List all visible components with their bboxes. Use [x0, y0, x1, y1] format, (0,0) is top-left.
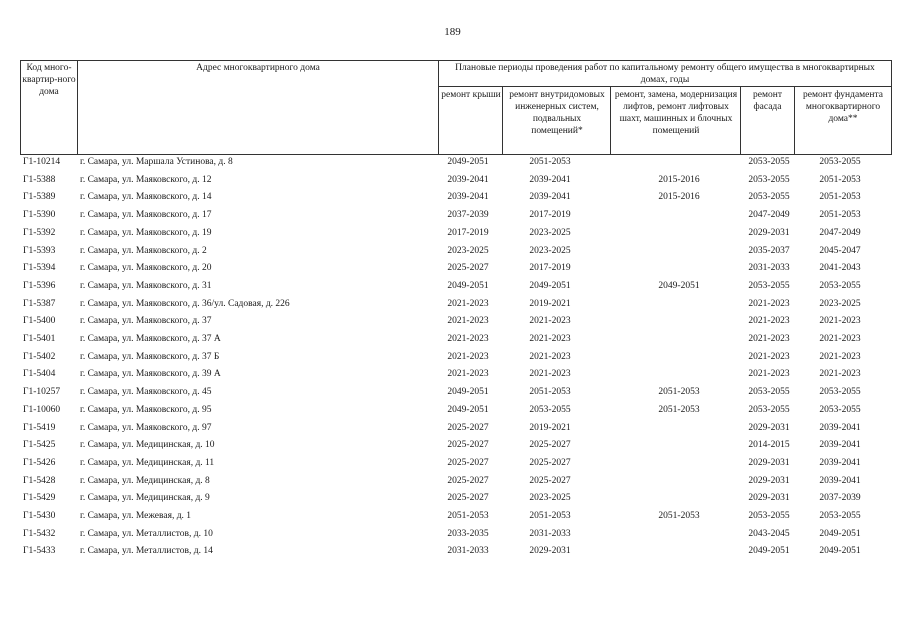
cell-roof: 2025-2027 — [447, 263, 489, 274]
cell-engineering: 2051-2053 — [529, 387, 571, 398]
header-lifts: ремонт, замена, модернизация лифтов, ремонт лифтовых шахт, машинных и блочных помещений — [614, 90, 738, 136]
cell-code: Г1-5432 — [23, 528, 56, 539]
header-code: Код много-квартир-ного дома — [22, 63, 76, 97]
cell-engineering: 2051-2053 — [529, 157, 571, 167]
cell-facade: 2049-2051 — [748, 546, 790, 557]
table-row — [20, 474, 892, 492]
table-row — [20, 297, 892, 315]
cell-code: Г1-10257 — [23, 387, 61, 398]
cell-roof: 2033-2035 — [447, 528, 489, 539]
cell-code: Г1-5393 — [23, 245, 56, 256]
cell-facade: 2035-2037 — [748, 245, 790, 256]
cell-engineering: 2023-2025 — [529, 227, 571, 238]
cell-engineering: 2025-2027 — [529, 457, 571, 468]
cell-foundation: 2053-2055 — [819, 387, 861, 398]
cell-facade: 2053-2055 — [748, 157, 790, 167]
cell-engineering: 2031-2033 — [529, 528, 571, 539]
cell-address: г. Самара, ул. Маяковского, д. 37 Б — [80, 351, 220, 362]
cell-foundation: 2039-2041 — [819, 440, 861, 451]
cell-engineering: 2039-2041 — [529, 192, 571, 203]
cell-foundation: 2053-2055 — [819, 157, 861, 167]
cell-code: Г1-5401 — [23, 334, 56, 344]
cell-foundation: 2039-2041 — [819, 475, 861, 486]
cell-facade: 2053-2055 — [748, 192, 790, 203]
cell-foundation: 2053-2055 — [819, 280, 861, 291]
table-row — [20, 385, 892, 403]
header-foundation: ремонт фундамента многоквартирного дома** — [803, 90, 883, 124]
cell-foundation: 2021-2023 — [819, 351, 861, 362]
cell-engineering: 2017-2019 — [529, 263, 571, 274]
cell-address: г. Самара, ул. Межевая, д. 1 — [80, 511, 192, 521]
cell-address: г. Самара, ул. Маршала Устинова, д. 8 — [80, 157, 233, 167]
table-row — [20, 314, 892, 332]
cell-code: Г1-5425 — [23, 440, 56, 451]
cell-engineering: 2025-2027 — [529, 440, 571, 451]
cell-lifts: 2015-2016 — [658, 192, 700, 203]
cell-facade: 2053-2055 — [748, 511, 790, 521]
table-row — [20, 350, 892, 368]
cell-address: г. Самара, ул. Маяковского, д. 37 А — [80, 334, 221, 344]
cell-facade: 2014-2015 — [748, 440, 790, 451]
cell-address: г. Самара, ул. Маяковского, д. 17 — [80, 210, 212, 221]
table-row — [20, 367, 892, 385]
cell-code: Г1-5429 — [23, 493, 56, 504]
cell-roof: 2023-2025 — [447, 245, 489, 256]
table-row — [20, 155, 892, 173]
table-row — [20, 438, 892, 456]
cell-facade: 2047-2049 — [748, 210, 790, 221]
cell-engineering: 2019-2021 — [529, 298, 571, 309]
cell-address: г. Самара, ул. Маяковского, д. 95 — [80, 404, 212, 415]
cell-code: Г1-5389 — [23, 192, 56, 203]
cell-address: г. Самара, ул. Маяковского, д. 20 — [80, 263, 212, 274]
cell-code: Г1-5428 — [23, 475, 56, 486]
cell-address: г. Самара, ул. Металлистов, д. 14 — [80, 546, 213, 557]
cell-roof: 2021-2023 — [447, 351, 489, 362]
cell-roof: 2021-2023 — [447, 298, 489, 309]
cell-address: г. Самара, ул. Металлистов, д. 10 — [80, 528, 213, 539]
cell-address: г. Самара, ул. Медицинская, д. 9 — [80, 493, 210, 504]
cell-address: г. Самара, ул. Маяковского, д. 19 — [80, 227, 212, 238]
cell-engineering: 2023-2025 — [529, 493, 571, 504]
cell-facade: 2029-2031 — [748, 422, 790, 433]
header-engineering: ремонт внутридомовых инженерных систем, подвальных помещений* — [509, 90, 605, 136]
cell-foundation: 2053-2055 — [819, 511, 861, 521]
cell-address: г. Самара, ул. Маяковского, д. 36/ул. Садовая, д. 226 — [80, 298, 290, 309]
cell-roof: 2039-2041 — [447, 192, 489, 203]
cell-lifts: 2051-2053 — [658, 404, 700, 415]
cell-foundation: 2021-2023 — [819, 334, 861, 344]
cell-foundation: 2021-2023 — [819, 316, 861, 327]
cell-lifts: 2051-2053 — [658, 511, 700, 521]
cell-lifts: 2049-2051 — [658, 280, 700, 291]
table-row — [20, 244, 892, 262]
cell-facade: 2029-2031 — [748, 475, 790, 486]
cell-roof: 2049-2051 — [447, 280, 489, 291]
cell-foundation: 2053-2055 — [819, 404, 861, 415]
cell-foundation: 2051-2053 — [819, 174, 861, 185]
cell-lifts: 2015-2016 — [658, 174, 700, 185]
table-row — [20, 491, 892, 509]
cell-roof: 2049-2051 — [447, 404, 489, 415]
cell-address: г. Самара, ул. Медицинская, д. 8 — [80, 475, 210, 486]
cell-facade: 2021-2023 — [748, 351, 790, 362]
cell-facade: 2053-2055 — [748, 174, 790, 185]
cell-roof: 2025-2027 — [447, 422, 489, 433]
cell-roof: 2049-2051 — [447, 387, 489, 398]
table-row — [20, 173, 892, 191]
cell-address: г. Самара, ул. Маяковского, д. 14 — [80, 192, 212, 203]
cell-engineering: 2049-2051 — [529, 280, 571, 291]
cell-facade: 2053-2055 — [748, 280, 790, 291]
table-row — [20, 403, 892, 421]
cell-engineering: 2053-2055 — [529, 404, 571, 415]
cell-engineering: 2051-2053 — [529, 511, 571, 521]
table-row — [20, 509, 892, 527]
header-roof: ремонт крыши — [441, 90, 501, 100]
cell-code: Г1-5433 — [23, 546, 56, 557]
cell-lifts: 2051-2053 — [658, 387, 700, 398]
cell-facade: 2053-2055 — [748, 404, 790, 415]
table-row — [20, 208, 892, 226]
cell-roof: 2039-2041 — [447, 174, 489, 185]
cell-address: г. Самара, ул. Маяковского, д. 39 А — [80, 369, 221, 380]
cell-facade: 2021-2023 — [748, 316, 790, 327]
table-row — [20, 190, 892, 208]
table-row — [20, 544, 892, 562]
cell-roof: 2025-2027 — [447, 493, 489, 504]
cell-address: г. Самара, ул. Маяковского, д. 37 — [80, 316, 212, 327]
table-header — [20, 60, 892, 155]
cell-code: Г1-5387 — [23, 298, 56, 309]
cell-foundation: 2051-2053 — [819, 192, 861, 203]
table-row — [20, 456, 892, 474]
cell-foundation: 2039-2041 — [819, 457, 861, 468]
table-row — [20, 226, 892, 244]
cell-engineering: 2021-2023 — [529, 334, 571, 344]
table-row — [20, 279, 892, 297]
cell-facade: 2043-2045 — [748, 528, 790, 539]
cell-roof: 2049-2051 — [447, 157, 489, 167]
cell-code: Г1-5419 — [23, 422, 56, 433]
cell-engineering: 2019-2021 — [529, 422, 571, 433]
cell-foundation: 2037-2039 — [819, 493, 861, 504]
cell-facade: 2031-2033 — [748, 263, 790, 274]
cell-facade: 2029-2031 — [748, 227, 790, 238]
cell-engineering: 2017-2019 — [529, 210, 571, 221]
page-number: 189 — [444, 26, 461, 38]
cell-code: Г1-5430 — [23, 511, 56, 521]
cell-roof: 2017-2019 — [447, 227, 489, 238]
cell-roof: 2021-2023 — [447, 334, 489, 344]
cell-foundation: 2021-2023 — [819, 369, 861, 380]
cell-facade: 2021-2023 — [748, 334, 790, 344]
cell-code: Г1-5402 — [23, 351, 56, 362]
cell-code: Г1-5390 — [23, 210, 56, 221]
cell-foundation: 2023-2025 — [819, 298, 861, 309]
cell-foundation: 2049-2051 — [819, 546, 861, 557]
table-row — [20, 332, 892, 350]
cell-engineering: 2021-2023 — [529, 351, 571, 362]
cell-facade: 2021-2023 — [748, 298, 790, 309]
cell-foundation: 2047-2049 — [819, 227, 861, 238]
cell-roof: 2031-2033 — [447, 546, 489, 557]
table-row — [20, 421, 892, 439]
cell-roof: 2021-2023 — [447, 316, 489, 327]
cell-roof: 2025-2027 — [447, 440, 489, 451]
cell-code: Г1-5388 — [23, 174, 56, 185]
cell-roof: 2037-2039 — [447, 210, 489, 221]
header-address: Адрес многоквартирного дома — [196, 63, 320, 73]
header-facade: ремонт фасада — [753, 90, 782, 112]
cell-address: г. Самара, ул. Маяковского, д. 45 — [80, 387, 212, 398]
cell-address: г. Самара, ул. Маяковского, д. 31 — [80, 280, 212, 291]
cell-facade: 2053-2055 — [748, 387, 790, 398]
table-row — [20, 527, 892, 545]
header-periods: Плановые периоды проведения работ по капитальному ремонту общего имущества в многоквартирных домах, годы — [455, 63, 875, 85]
cell-engineering: 2021-2023 — [529, 316, 571, 327]
cell-roof: 2025-2027 — [447, 457, 489, 468]
cell-code: Г1-5404 — [23, 369, 56, 380]
cell-engineering: 2023-2025 — [529, 245, 571, 256]
cell-address: г. Самара, ул. Маяковского, д. 12 — [80, 174, 212, 185]
cell-foundation: 2045-2047 — [819, 245, 861, 256]
cell-engineering: 2029-2031 — [529, 546, 571, 557]
cell-foundation: 2049-2051 — [819, 528, 861, 539]
cell-address: г. Самара, ул. Медицинская, д. 10 — [80, 440, 215, 451]
cell-engineering: 2039-2041 — [529, 174, 571, 185]
cell-engineering: 2025-2027 — [529, 475, 571, 486]
cell-code: Г1-10060 — [23, 404, 61, 415]
cell-roof: 2051-2053 — [447, 511, 489, 521]
cell-roof: 2025-2027 — [447, 475, 489, 486]
cell-facade: 2029-2031 — [748, 457, 790, 468]
cell-code: Г1-10214 — [23, 157, 61, 167]
cell-address: г. Самара, ул. Маяковского, д. 2 — [80, 245, 207, 256]
cell-foundation: 2041-2043 — [819, 263, 861, 274]
cell-code: Г1-5392 — [23, 227, 56, 238]
cell-address: г. Самара, ул. Маяковского, д. 97 — [80, 422, 212, 433]
cell-roof: 2021-2023 — [447, 369, 489, 380]
cell-address: г. Самара, ул. Медицинская, д. 11 — [80, 457, 215, 468]
cell-engineering: 2021-2023 — [529, 369, 571, 380]
cell-code: Г1-5396 — [23, 280, 56, 291]
cell-foundation: 2051-2053 — [819, 210, 861, 221]
cell-facade: 2021-2023 — [748, 369, 790, 380]
cell-code: Г1-5426 — [23, 457, 56, 468]
table-row — [20, 261, 892, 279]
cell-code: Г1-5394 — [23, 263, 56, 274]
cell-foundation: 2039-2041 — [819, 422, 861, 433]
cell-code: Г1-5400 — [23, 316, 56, 327]
cell-facade: 2029-2031 — [748, 493, 790, 504]
